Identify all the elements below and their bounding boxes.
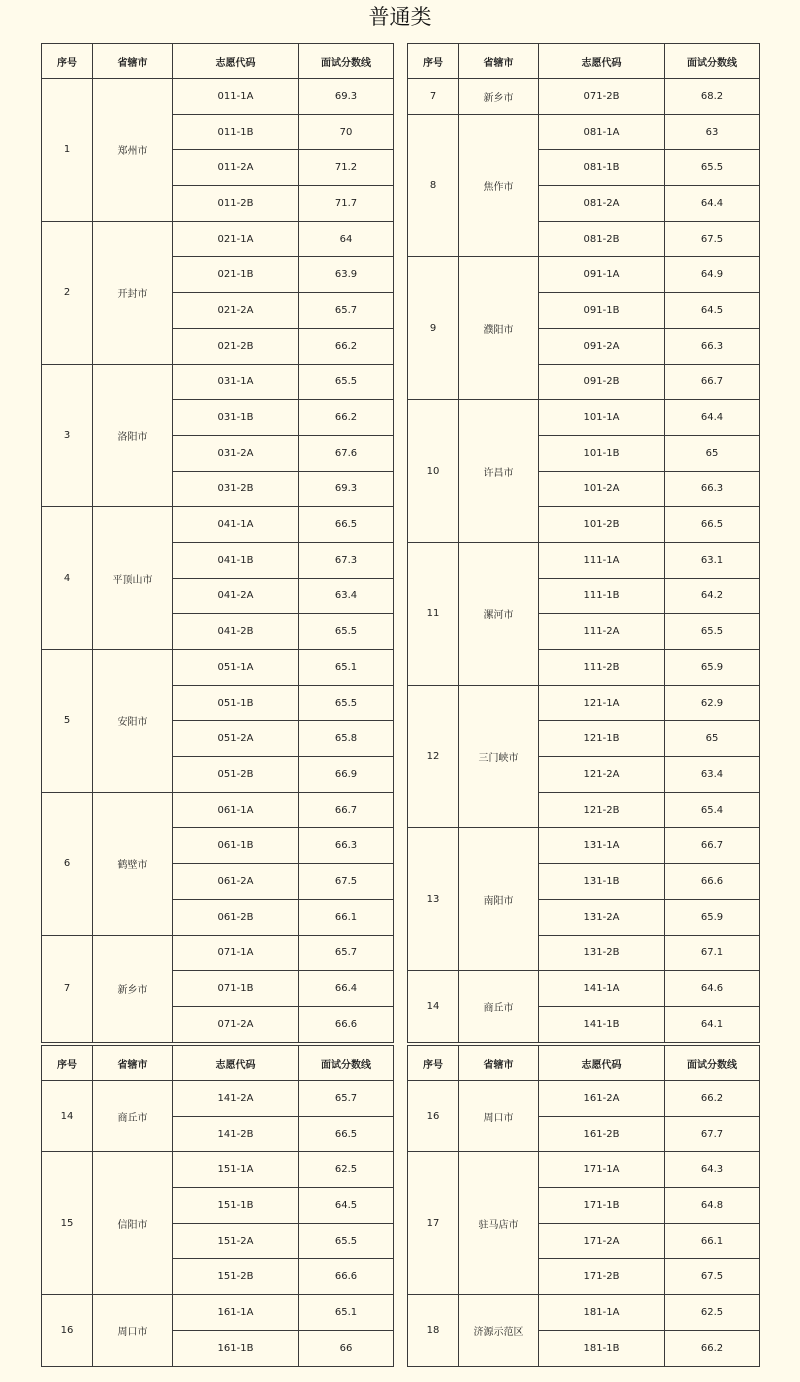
score-cell: 62.9 xyxy=(665,685,760,721)
score-cell: 66.7 xyxy=(665,364,760,400)
score-cell: 63.9 xyxy=(299,257,394,293)
score-cell: 67.5 xyxy=(665,1259,760,1295)
code-cell: 071-1A xyxy=(173,935,299,971)
table-row xyxy=(408,400,760,436)
score-cell: 66.2 xyxy=(665,1081,760,1117)
code-cell: 051-1B xyxy=(173,685,299,721)
header-code: 志愿代码 xyxy=(539,1046,665,1081)
score-cell: 65.5 xyxy=(665,614,760,650)
code-cell: 071-1B xyxy=(173,971,299,1007)
code-cell: 161-2A xyxy=(539,1081,665,1117)
score-cell: 65.5 xyxy=(665,150,760,186)
code-cell: 121-1A xyxy=(539,685,665,721)
header-code: 志愿代码 xyxy=(173,1046,299,1081)
table-row xyxy=(408,542,760,578)
code-cell: 171-2B xyxy=(539,1259,665,1295)
score-cell: 65.1 xyxy=(299,1295,394,1331)
code-cell: 051-2A xyxy=(173,721,299,757)
score-cell: 70 xyxy=(299,114,394,150)
code-cell: 181-1B xyxy=(539,1330,665,1366)
code-cell: 081-1A xyxy=(539,114,665,150)
seq-cell: 17 xyxy=(408,1152,459,1295)
score-table xyxy=(41,43,394,1043)
header-seq: 序号 xyxy=(42,44,93,79)
score-cell: 71.2 xyxy=(299,150,394,186)
code-cell: 041-1B xyxy=(173,542,299,578)
city-cell: 许昌市 xyxy=(459,400,539,543)
table-row xyxy=(42,364,394,400)
code-cell: 101-2A xyxy=(539,471,665,507)
seq-cell: 16 xyxy=(42,1295,93,1366)
table-row xyxy=(42,79,394,115)
header-seq: 序号 xyxy=(408,44,459,79)
score-cell: 66.2 xyxy=(665,1330,760,1366)
city-cell: 开封市 xyxy=(93,221,173,364)
city-cell: 平顶山市 xyxy=(93,507,173,650)
code-cell: 061-1A xyxy=(173,792,299,828)
seq-cell: 9 xyxy=(408,257,459,400)
score-cell: 66.1 xyxy=(299,899,394,935)
header-code: 志愿代码 xyxy=(173,44,299,79)
score-cell: 63 xyxy=(665,114,760,150)
seq-cell: 6 xyxy=(42,792,93,935)
city-cell: 周口市 xyxy=(93,1295,173,1366)
seq-cell: 18 xyxy=(408,1295,459,1366)
code-cell: 031-1B xyxy=(173,400,299,436)
code-cell: 031-2B xyxy=(173,471,299,507)
header-city: 省辖市 xyxy=(459,44,539,79)
code-cell: 081-2B xyxy=(539,221,665,257)
table-row xyxy=(42,792,394,828)
table-row xyxy=(42,1152,394,1188)
code-cell: 091-2A xyxy=(539,328,665,364)
table-row xyxy=(408,1081,760,1117)
score-cell: 66.7 xyxy=(299,792,394,828)
seq-cell: 2 xyxy=(42,221,93,364)
score-cell: 64.3 xyxy=(665,1152,760,1188)
score-cell: 62.5 xyxy=(665,1295,760,1331)
score-cell: 66.6 xyxy=(299,1259,394,1295)
score-cell: 65.7 xyxy=(299,293,394,329)
header-seq: 序号 xyxy=(42,1046,93,1081)
city-cell: 南阳市 xyxy=(459,828,539,971)
header-city: 省辖市 xyxy=(93,1046,173,1081)
city-cell: 商丘市 xyxy=(93,1081,173,1152)
score-cell: 66.3 xyxy=(665,471,760,507)
score-cell: 66.5 xyxy=(299,1116,394,1152)
table-row xyxy=(408,971,760,1007)
score-cell: 67.1 xyxy=(665,935,760,971)
code-cell: 081-1B xyxy=(539,150,665,186)
score-table xyxy=(41,1045,394,1367)
seq-cell: 15 xyxy=(42,1152,93,1295)
code-cell: 171-1B xyxy=(539,1188,665,1224)
code-cell: 141-1A xyxy=(539,971,665,1007)
score-cell: 62.5 xyxy=(299,1152,394,1188)
score-cell: 65 xyxy=(665,721,760,757)
code-cell: 051-1A xyxy=(173,650,299,686)
table-row xyxy=(408,1295,760,1331)
score-cell: 64.2 xyxy=(665,578,760,614)
code-cell: 141-1B xyxy=(539,1006,665,1042)
code-cell: 041-2A xyxy=(173,578,299,614)
code-cell: 041-1A xyxy=(173,507,299,543)
seq-cell: 16 xyxy=(408,1081,459,1152)
code-cell: 131-2B xyxy=(539,935,665,971)
code-cell: 021-2A xyxy=(173,293,299,329)
code-cell: 151-2A xyxy=(173,1223,299,1259)
seq-cell: 10 xyxy=(408,400,459,543)
city-cell: 郑州市 xyxy=(93,79,173,222)
city-cell: 漯河市 xyxy=(459,542,539,685)
seq-cell: 1 xyxy=(42,79,93,222)
code-cell: 031-2A xyxy=(173,435,299,471)
code-cell: 061-2B xyxy=(173,899,299,935)
table-row xyxy=(408,79,760,115)
score-cell: 65.5 xyxy=(299,614,394,650)
score-cell: 66.1 xyxy=(665,1223,760,1259)
code-cell: 101-1B xyxy=(539,435,665,471)
score-cell: 65.9 xyxy=(665,650,760,686)
score-cell: 66.5 xyxy=(665,507,760,543)
score-cell: 66.7 xyxy=(665,828,760,864)
header-row xyxy=(408,44,760,79)
code-cell: 011-1A xyxy=(173,79,299,115)
code-cell: 161-1A xyxy=(173,1295,299,1331)
code-cell: 021-1A xyxy=(173,221,299,257)
score-cell: 65.4 xyxy=(665,792,760,828)
code-cell: 151-1A xyxy=(173,1152,299,1188)
table-row xyxy=(42,1295,394,1331)
score-cell: 66.5 xyxy=(299,507,394,543)
code-cell: 111-1A xyxy=(539,542,665,578)
code-cell: 171-1A xyxy=(539,1152,665,1188)
header-score: 面试分数线 xyxy=(665,44,760,79)
code-cell: 171-2A xyxy=(539,1223,665,1259)
code-cell: 121-1B xyxy=(539,721,665,757)
city-cell: 鹤壁市 xyxy=(93,792,173,935)
table-row xyxy=(408,828,760,864)
table-row xyxy=(408,257,760,293)
code-cell: 061-2A xyxy=(173,864,299,900)
score-cell: 67.7 xyxy=(665,1116,760,1152)
header-seq: 序号 xyxy=(408,1046,459,1081)
code-cell: 031-1A xyxy=(173,364,299,400)
score-cell: 63.4 xyxy=(665,757,760,793)
table-row xyxy=(408,685,760,721)
score-table xyxy=(407,43,760,1043)
code-cell: 021-1B xyxy=(173,257,299,293)
table-row xyxy=(408,1152,760,1188)
code-cell: 111-2A xyxy=(539,614,665,650)
score-cell: 63.1 xyxy=(665,542,760,578)
header-row xyxy=(42,44,394,79)
score-cell: 65.1 xyxy=(299,650,394,686)
code-cell: 071-2B xyxy=(539,79,665,115)
city-cell: 济源示范区 xyxy=(459,1295,539,1366)
seq-cell: 11 xyxy=(408,542,459,685)
score-cell: 64.6 xyxy=(665,971,760,1007)
city-cell: 信阳市 xyxy=(93,1152,173,1295)
city-cell: 周口市 xyxy=(459,1081,539,1152)
city-cell: 洛阳市 xyxy=(93,364,173,507)
score-cell: 65.5 xyxy=(299,364,394,400)
header-row xyxy=(42,1046,394,1081)
code-cell: 121-2A xyxy=(539,757,665,793)
score-cell: 66.3 xyxy=(299,828,394,864)
header-score: 面试分数线 xyxy=(299,1046,394,1081)
code-cell: 141-2B xyxy=(173,1116,299,1152)
score-cell: 63.4 xyxy=(299,578,394,614)
code-cell: 151-1B xyxy=(173,1188,299,1224)
code-cell: 091-1A xyxy=(539,257,665,293)
code-cell: 111-2B xyxy=(539,650,665,686)
seq-cell: 14 xyxy=(408,971,459,1042)
score-cell: 67.5 xyxy=(299,864,394,900)
score-table xyxy=(407,1045,760,1367)
code-cell: 141-2A xyxy=(173,1081,299,1117)
score-cell: 67.5 xyxy=(665,221,760,257)
city-cell: 安阳市 xyxy=(93,650,173,793)
score-cell: 68.2 xyxy=(665,79,760,115)
code-cell: 101-2B xyxy=(539,507,665,543)
code-cell: 061-1B xyxy=(173,828,299,864)
city-cell: 焦作市 xyxy=(459,114,539,257)
code-cell: 051-2B xyxy=(173,757,299,793)
header-row xyxy=(408,1046,760,1081)
code-cell: 161-2B xyxy=(539,1116,665,1152)
score-cell: 64.4 xyxy=(665,400,760,436)
score-cell: 67.3 xyxy=(299,542,394,578)
code-cell: 101-1A xyxy=(539,400,665,436)
table-row xyxy=(42,650,394,686)
seq-cell: 8 xyxy=(408,114,459,257)
score-cell: 66.6 xyxy=(299,1006,394,1042)
code-cell: 091-2B xyxy=(539,364,665,400)
score-cell: 65.5 xyxy=(299,685,394,721)
seq-cell: 4 xyxy=(42,507,93,650)
header-score: 面试分数线 xyxy=(665,1046,760,1081)
code-cell: 121-2B xyxy=(539,792,665,828)
city-cell: 商丘市 xyxy=(459,971,539,1042)
score-cell: 66.9 xyxy=(299,757,394,793)
code-cell: 181-1A xyxy=(539,1295,665,1331)
seq-cell: 3 xyxy=(42,364,93,507)
score-cell: 65.9 xyxy=(665,899,760,935)
seq-cell: 14 xyxy=(42,1081,93,1152)
score-cell: 71.7 xyxy=(299,186,394,222)
code-cell: 111-1B xyxy=(539,578,665,614)
score-cell: 64.1 xyxy=(665,1006,760,1042)
score-cell: 66.2 xyxy=(299,400,394,436)
seq-cell: 13 xyxy=(408,828,459,971)
city-cell: 驻马店市 xyxy=(459,1152,539,1295)
table-row xyxy=(42,507,394,543)
score-cell: 66.2 xyxy=(299,328,394,364)
seq-cell: 5 xyxy=(42,650,93,793)
code-cell: 021-2B xyxy=(173,328,299,364)
seq-cell: 7 xyxy=(42,935,93,1042)
score-cell: 66.4 xyxy=(299,971,394,1007)
code-cell: 131-2A xyxy=(539,899,665,935)
score-cell: 64 xyxy=(299,221,394,257)
header-city: 省辖市 xyxy=(93,44,173,79)
table-row xyxy=(408,114,760,150)
score-cell: 66.3 xyxy=(665,328,760,364)
table-row xyxy=(42,935,394,971)
city-cell: 三门峡市 xyxy=(459,685,539,828)
score-cell: 64.8 xyxy=(665,1188,760,1224)
score-cell: 67.6 xyxy=(299,435,394,471)
city-cell: 新乡市 xyxy=(459,79,539,115)
city-cell: 濮阳市 xyxy=(459,257,539,400)
seq-cell: 7 xyxy=(408,79,459,115)
code-cell: 011-2B xyxy=(173,186,299,222)
code-cell: 131-1B xyxy=(539,864,665,900)
code-cell: 131-1A xyxy=(539,828,665,864)
page-title: 普通类 xyxy=(368,5,432,29)
code-cell: 011-2A xyxy=(173,150,299,186)
code-cell: 041-2B xyxy=(173,614,299,650)
code-cell: 091-1B xyxy=(539,293,665,329)
table-row xyxy=(42,221,394,257)
header-score: 面试分数线 xyxy=(299,44,394,79)
score-cell: 69.3 xyxy=(299,79,394,115)
header-code: 志愿代码 xyxy=(539,44,665,79)
score-cell: 64.5 xyxy=(665,293,760,329)
code-cell: 081-2A xyxy=(539,186,665,222)
code-cell: 161-1B xyxy=(173,1330,299,1366)
city-cell: 新乡市 xyxy=(93,935,173,1042)
code-cell: 151-2B xyxy=(173,1259,299,1295)
score-cell: 66.6 xyxy=(665,864,760,900)
score-cell: 69.3 xyxy=(299,471,394,507)
score-cell: 64.9 xyxy=(665,257,760,293)
code-cell: 011-1B xyxy=(173,114,299,150)
header-city: 省辖市 xyxy=(459,1046,539,1081)
seq-cell: 12 xyxy=(408,685,459,828)
table-row xyxy=(42,1081,394,1117)
score-cell: 65.7 xyxy=(299,935,394,971)
score-cell: 64.4 xyxy=(665,186,760,222)
score-cell: 66 xyxy=(299,1330,394,1366)
score-cell: 65.8 xyxy=(299,721,394,757)
score-cell: 65 xyxy=(665,435,760,471)
score-cell: 64.5 xyxy=(299,1188,394,1224)
code-cell: 071-2A xyxy=(173,1006,299,1042)
score-cell: 65.7 xyxy=(299,1081,394,1117)
score-cell: 65.5 xyxy=(299,1223,394,1259)
